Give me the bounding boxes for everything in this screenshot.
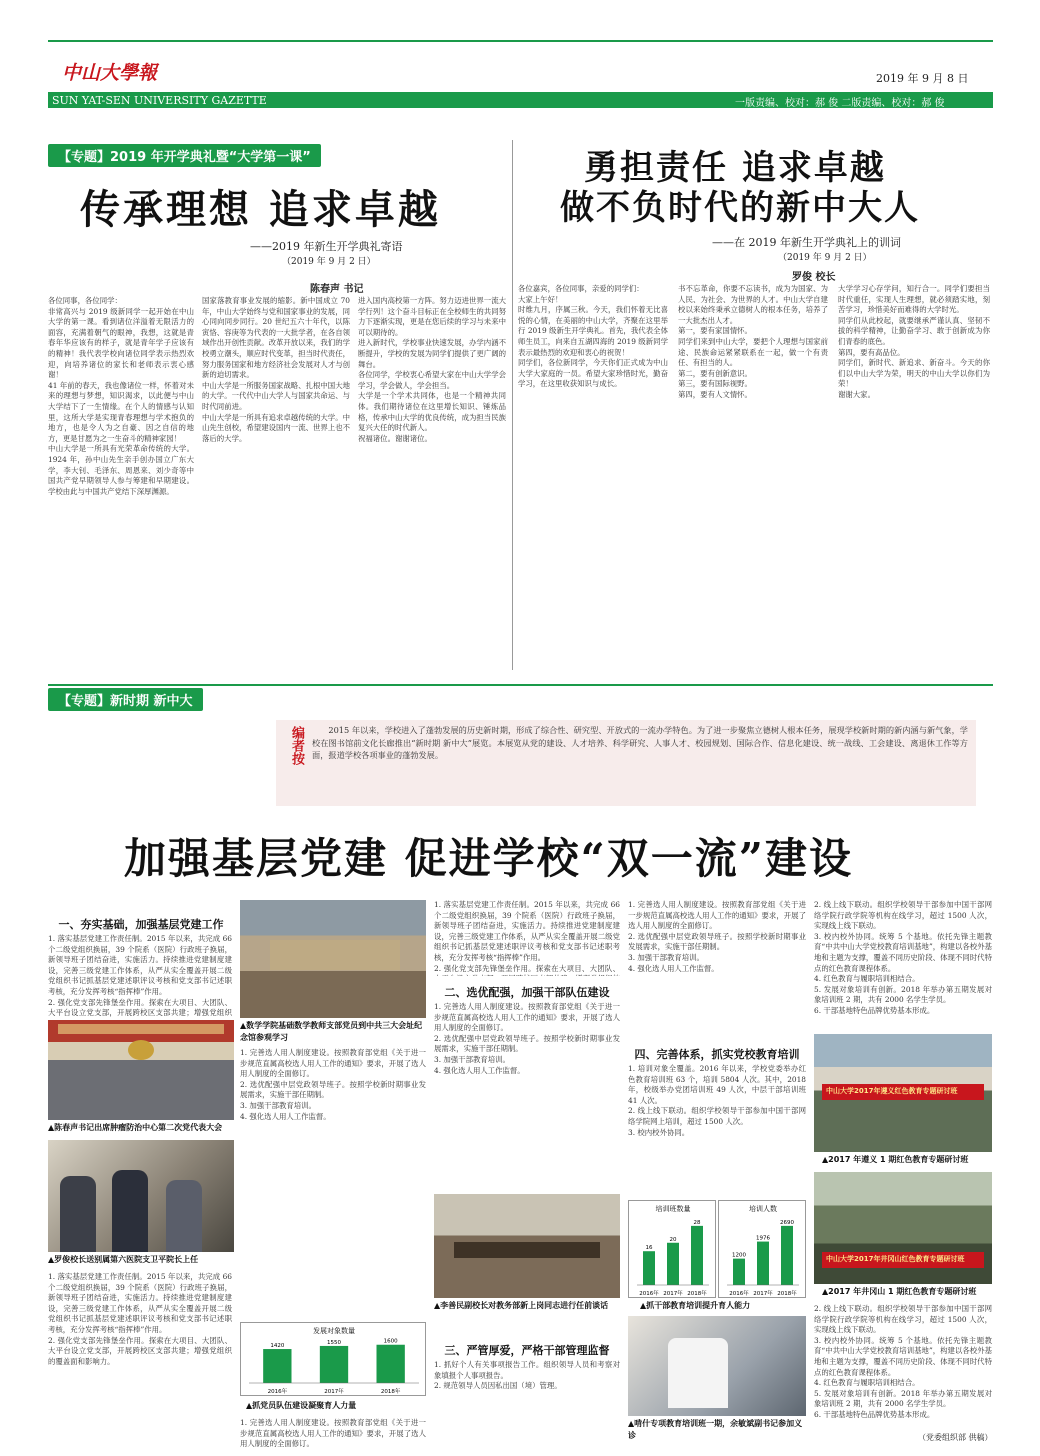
chart-tick-label: 2017年	[324, 1389, 344, 1395]
chart-title: 培训班数量	[655, 1205, 691, 1213]
chart-data-label: 2690	[780, 1219, 794, 1226]
photo-handshake	[48, 1140, 234, 1252]
left-col-1: 各位同事，各位同学： 非常高兴与 2019 级新同学一起开始在中山大学的第一课。看到诸位洋溢着无限活力的面容，充满着朝气的眼神，我想，这就是青春年华应该有的样子，就是青年学子应该有的精神！我代表学校向诸位同学表示热烈欢迎，向培养诸位的家长和老师表示衷心感谢！ 41 年前的春天，我也像诸位一样，怀着对未来的理想与梦想，知识渴求，以此便与中山大学结下了一生情缘。在个人的情感与认知里，这所大学是实现青春理想与学术抱负的地方，也是令人为之自豪、因之自信的地方，更是甘愿为之一生奋斗的精神家园！ 中山大学是一所具有光荣革命传统的大学。1924 年，孙中山先生亲手创办国立广东大学，李大钊、毛泽东、周恩来、刘少奇等中国共产党早期领导人参与筹建和早期建设。学校由此与中国共产党结下深厚渊源。	[48, 296, 194, 496]
right-col-2: 书不忘革命，你要不忘读书，成为为国家、为人民、为社会、为世界的人才。中山大学自建校以来始终秉承立德树人的根本任务，培养了一大批杰出人才。 第一，要有家国情怀。 同学们来到中山大学，要把个人理想与国家前途、民族命运紧紧联系在一起，做一个有责任、有担当的人。 第二，要有创新意识。 第三，要有国际视野。 第四，要有人文情怀。	[678, 284, 828, 399]
col-3-top-text: 1. 落实基层党建工作责任制。2015 年以来，共完成 66 个二级党组织换届，39 个院系（医院）行政班子换届，新领导班子团结奋进，实施活力。持续推进党建制度建设，完善三级党建工作体系，从严从实全覆盖开展二级党组织书记抓基层党建述职评议考核和党支部书记述职考核，充分发挥考核“指挥棒”作用。 2. 强化党支部先锋堡垒作用。探索在大项目、大团队、	[434, 900, 620, 973]
masthead-logo: 中山大學報	[62, 62, 158, 84]
chart-3	[718, 1200, 806, 1298]
right-date: （2019 年 9 月 2 日）	[778, 253, 872, 263]
chart-bar	[643, 1251, 655, 1285]
chart-tick-label: 2018年	[380, 1389, 401, 1395]
section-3-text: 1. 抓好个人有关事项报告工作。组织领导人员和考察对象填报个人事项报告。 2. 规范领导人员因私出国（境）管理。	[434, 1360, 620, 1391]
caption-1: ▲数学学院基础数学教师支部党员到中共三大会址纪念馆参观学习	[240, 1021, 423, 1042]
caption-9: ▲2017 年井冈山 1 期红色教育专题研讨班	[822, 1287, 977, 1296]
left-col-3: 进入国内高校第一方阵。努力迈进世界一流大学行列！这个奋斗目标正在全校师生的共同努力下逐渐实现，更是在您后续的学习与未来中可以期待的。 进入新时代，学校事业快速发展，办学内涵不断提升，学校的发展为同学们提供了更广阔的舞台。 各位同学，学校衷心希望大家在中山大学学会学习，学会做人，学会担当。 大学是一个学术共同体，也是一个精神共同体。我们期待诸位在这里增长知识、锤炼品格，传承中山大学的优良传统，成为担当民族复兴大任的时代新人。 祝福诸位。谢谢诸位。	[358, 296, 506, 443]
chart-data-label: 28	[693, 1219, 701, 1226]
left-topic-tag: 【专题】2019 年开学典礼暨“大学第一课”	[48, 144, 321, 167]
bottom-headline: 加强基层党建 促进学校“双一流”建设	[124, 834, 853, 883]
chart-data-label: 20	[669, 1236, 677, 1243]
chart-2-svg	[629, 1201, 717, 1299]
caption-6: ▲抓干部教育培训提升育人能力	[640, 1301, 751, 1310]
chart-tick-label: 2017年	[663, 1291, 683, 1297]
chart-tick-label: 2016年	[639, 1291, 659, 1297]
chart-tick-label: 2017年	[753, 1291, 773, 1297]
section-1-more: 1. 落实基层党建工作责任制。2015 年以来，共完成 66 个二级党组织换届，39 个院系（医院）行政班子换届，新领导班子团结奋进，实施活力。持续推进党建制度建设，完善三级党建工作体系，从严从实全覆盖开展二级党组织书记抓基层党建述职评议考核和党支部书记述职考核，充分发挥考核“指挥棒”作用。 2. 强化党支部先锋堡垒作用。探索在大项目、大团队、大平台设立党支部，开展跨校区支部共建；增强党组织的覆盖面和影响力。	[48, 1272, 232, 1366]
chart-bar	[757, 1242, 769, 1285]
chart-1-svg	[241, 1323, 427, 1397]
masthead-editors: 一版责编、校对：郝 俊 二版责编、校对：郝 俊	[735, 98, 945, 109]
chart-3-svg	[719, 1201, 807, 1299]
chart-bar	[263, 1349, 291, 1383]
section-rule	[48, 684, 993, 686]
chart-1	[240, 1322, 426, 1396]
masthead-date: 2019 年 9 月 8 日	[876, 72, 969, 85]
chart-tick-label: 2016年	[267, 1389, 288, 1395]
caption-4: ▲抓党员队伍建设凝聚育人力量	[246, 1401, 357, 1410]
chart-bar	[377, 1345, 405, 1383]
chart-data-label: 1976	[756, 1235, 770, 1242]
section-2-left-text: 1. 完善选人用人制度建设。按照教育部党组《关于进一步规范直属高校选人用人工作的通知》要求，开展了选人用人制度的全面修订。 2. 选优配强中层党政领导班子。按照学校新时期事业发展需求，实施干部任期制。 3. 加强干部教育培训。 4. 强化选人用人工作监督。	[240, 1048, 426, 1121]
editor-note: 2015 年以来，学校进入了蓬勃发展的历史新时期，形成了综合性、研究型、开放式的一流办学特色。为了进一步聚焦立德树人根本任务，展现学校新时期的新内涵与新气象，学校在图书馆前文化长廊推出“新时期 新中大”展览。本展览从党的建设、人才培养、科学研究、人事人才、校园规划、国际合作、信息化建设、统一战线、工会建设、离退休工作等方面，报道学校各项事业的蓬勃发展。	[312, 725, 968, 761]
chart-data-label: 1420	[270, 1343, 285, 1350]
chart-data-label: 1550	[327, 1339, 341, 1346]
photo-meeting	[434, 1194, 620, 1298]
section-5-more: 2. 线上线下联动。组织学校领导干部参加中国干部网络学院行政学院等机构在线学习，超过 1500 人次，实现线上线下联动。 3. 校内校外协同。统筹 5 个基地。依托先锋主题教育“中共中山大学党校教育培训基地”，构建以各校外基地和主题为支撑，覆盖不同历史阶段、体现不同时代特点的红色教育课程体系。 4. 红色教育与履职培训相结合。 5. 发展对象培训有创新。2018 年举办第五期发展对象培训班 2 期，共有 2000 名学生学员。 6. 干部基地特色品牌优势基本形成。	[814, 1304, 992, 1419]
chart-tick-label: 2018年	[777, 1291, 797, 1297]
photo-museum	[240, 900, 426, 1018]
editor-note-label: 编者按	[289, 726, 304, 765]
chart-bar	[320, 1346, 348, 1383]
chart-data-label: 16	[645, 1245, 653, 1252]
right-col-3: 大学学习心存学问，知行合一。同学们要担当时代重任，实现人生理想，就必须踏实地，刻苦学习，珍惜美好而难得的大学时光。 同学们从此校起，就要继承严谨认真、坚韧不拔的科学精神，让勤奋学习、敢于创新成为你们青春的底色。 第四，要有高品位。 同学们，新时代、新追求、新奋斗。今天的你们以中山大学为荣，明天的中山大学以你们为荣！ 谢谢大家。	[838, 284, 990, 399]
photo-medical	[628, 1316, 806, 1416]
chart-bar	[781, 1226, 793, 1285]
chart-title: 发展对象数量	[313, 1327, 355, 1335]
chart-tick-label: 2018年	[687, 1291, 707, 1297]
section-4-heading: 四、完善体系，抓实党校教育培训	[634, 1048, 800, 1061]
left-author: 陈春声 书记	[310, 284, 364, 295]
photo-zunyi	[814, 1034, 992, 1152]
right-headline-2: 做不负时代的新中大人	[560, 188, 920, 228]
caption-2: ▲陈春声书记出席肿瘤防治中心第二次党代表大会	[48, 1123, 223, 1132]
chart-bar	[733, 1259, 745, 1285]
right-subtitle: ——在 2019 年新生开学典礼上的训词	[712, 236, 901, 249]
photo-party-congress	[48, 1020, 234, 1120]
chart-title: 培训人数	[749, 1205, 777, 1213]
photo-jinggangshan	[814, 1172, 992, 1284]
section-3-heading: 三、严管厚爱，严格干部管理监督	[444, 1344, 610, 1357]
right-col-1: 各位嘉宾，各位同事，亲爱的同学们： 大家上午好！ 时维九月，序属三秋。今天，我们怀着无比喜悦的心情，在美丽的中山大学，齐聚在这里举行 2019 级新生开学典礼。首先，我代表全体师生员工，向来自五湖四海的 2019 级新同学表示最热烈的欢迎和衷心的祝贺！ 同学们，各位新同学，今天你们正式成为中山大学大家庭的一员。希望大家珍惜时光，勤奋学习，在这里收获知识与成长。	[518, 284, 668, 389]
chart-tick-label: 2016年	[729, 1291, 749, 1297]
col-4-top-text: 1. 完善选人用人制度建设。按照教育部党组《关于进一步规范直属高校选人用人工作的通知》要求，开展了选人用人制度的全面修订。 2. 选优配强中层党政领导班子。按照学校新时期事业发展需求，实施干部任期制。 3. 加强干部教育培训。 4. 强化选人用人工作监督。	[628, 900, 806, 973]
masthead-english: SUN YAT-SEN UNIVERSITY GAZETTE	[52, 94, 267, 107]
left-col-2: 国家落教育事业发展的缩影。新中国成立 70 年，中山大学始终与党和国家事业的发展，同心同向同步同行。20 世纪五六十年代，以陈寅恪、容庚等为代表的一大批学者，在各自领域作出开创性贡献。改革开放以来，我们的学校勇立潮头，顺应时代变革，担当时代责任，努力服务国家和地方经济社会发展对人才与创新的迫切需求。 中山大学是一所服务国家战略、扎根中国大地的大学。一代代中山大学人与国家共命运、与时代同前进。 中山大学是一所具有追求卓越传统的大学。中山先生创校，希望建设国内一流、世界上也不落后的大学。	[202, 296, 350, 443]
chart-data-label: 1200	[732, 1252, 746, 1259]
footer-source: （党委组织部 供稿）	[918, 1433, 993, 1442]
right-headline-1: 勇担责任 追求卓越	[584, 148, 886, 188]
caption-8: ▲2017 年遵义 1 期红色教育专题研讨班	[822, 1155, 969, 1164]
banner-jinggangshan: 中山大学2017年井冈山红色教育专题研讨班	[826, 1255, 965, 1263]
left-headline: 传承理想 追求卓越	[80, 186, 441, 233]
left-date: （2019 年 9 月 2 日）	[282, 257, 376, 267]
left-subtitle: ——2019 年新生开学典礼寄语	[250, 240, 403, 253]
chart-bar	[691, 1226, 703, 1285]
top-rule	[48, 40, 993, 42]
section-2-text: 1. 完善选人用人制度建设。按照教育部党组《关于进一步规范直属高校选人用人工作的通知》要求，开展了选人用人制度的全面修订。 2. 选优配强中层党政领导班子。按照学校新时期事业发展需求，实施干部任期制。 3. 加强干部教育培训。 4. 强化选人用人工作监督。	[434, 1002, 620, 1075]
caption-7: ▲啃什专项教育培训班一期，余敏斌副书记参加义诊	[628, 1419, 803, 1440]
chart-bar	[667, 1243, 679, 1285]
section-2-tail: 1. 完善选人用人制度建设。按照教育部党组《关于进一步规范直属高校选人用人工作的通知》要求，开展了选人用人制度的全面修订。	[240, 1418, 426, 1448]
caption-5: ▲李善民副校长对教务部新上岗同志进行任前谈话	[434, 1301, 609, 1310]
center-divider	[512, 140, 513, 670]
right-author: 罗俊 校长	[792, 272, 836, 283]
section-5-text: 2. 线上线下联动。组织学校领导干部参加中国干部网络学院行政学院等机构在线学习，超过 1500 人次，实现线上线下联动。 3. 校内校外协同。统筹 5 个基地。依托先锋主题教育“中共中山大学党校教育培训基地”，构建以各校外基地和主题为支撑，覆盖不同历史阶段、体现不同时代特点的红色教育课程体系。 4. 红色教育与履职培训相结合。 5. 发展对象培训有创新。2018 年举办第五期发展对象培训班 2 期，共有 2000 名学生学员。 6. 干部基地特色品牌优势基本形成。	[814, 900, 992, 1015]
chart-data-label: 1600	[383, 1338, 398, 1345]
section-2-heading: 二、选优配强，加强干部队伍建设	[444, 986, 610, 999]
chart-2	[628, 1200, 716, 1298]
section-1-heading: 一、夯实基础，加强基层党建工作	[58, 918, 224, 931]
banner-zunyi: 中山大学2017年遵义红色教育专题研讨班	[826, 1087, 958, 1095]
caption-3: ▲罗俊校长送别属第六医院支卫平院长上任	[48, 1255, 199, 1264]
section-4-text: 1. 培训对象全覆盖。2016 年以来，学校党委举办红色教育培训班 63 个，培训 5804 人次。其中，2018 年，校级举办党团培训班 49 人次，中层干部培训班 41 人次。 2. 线上线下联动。组织学校领导干部参加中国干部网络学院网上培训，超过 1500 人次。 3. 校内校外协同。	[628, 1064, 806, 1137]
bottom-topic-tag: 【专题】新时期 新中大	[48, 688, 203, 711]
section-1-text: 1. 落实基层党建工作责任制。2015 年以来，共完成 66 个二级党组织换届，39 个院系（医院）行政班子换届，新领导班子团结奋进，实施活力。持续推进党建制度建设，完善三级党建工作体系，从严从实全覆盖开展二级党组织书记抓基层党建述职评议考核和党支部书记述职考核，充分发挥考核“指挥棒”作用。 2. 强化党支部先锋堡垒作用。探索在大项目、大团队、大平台设立党支部，开展跨校区支部共建；增强党组织	[48, 934, 232, 1018]
